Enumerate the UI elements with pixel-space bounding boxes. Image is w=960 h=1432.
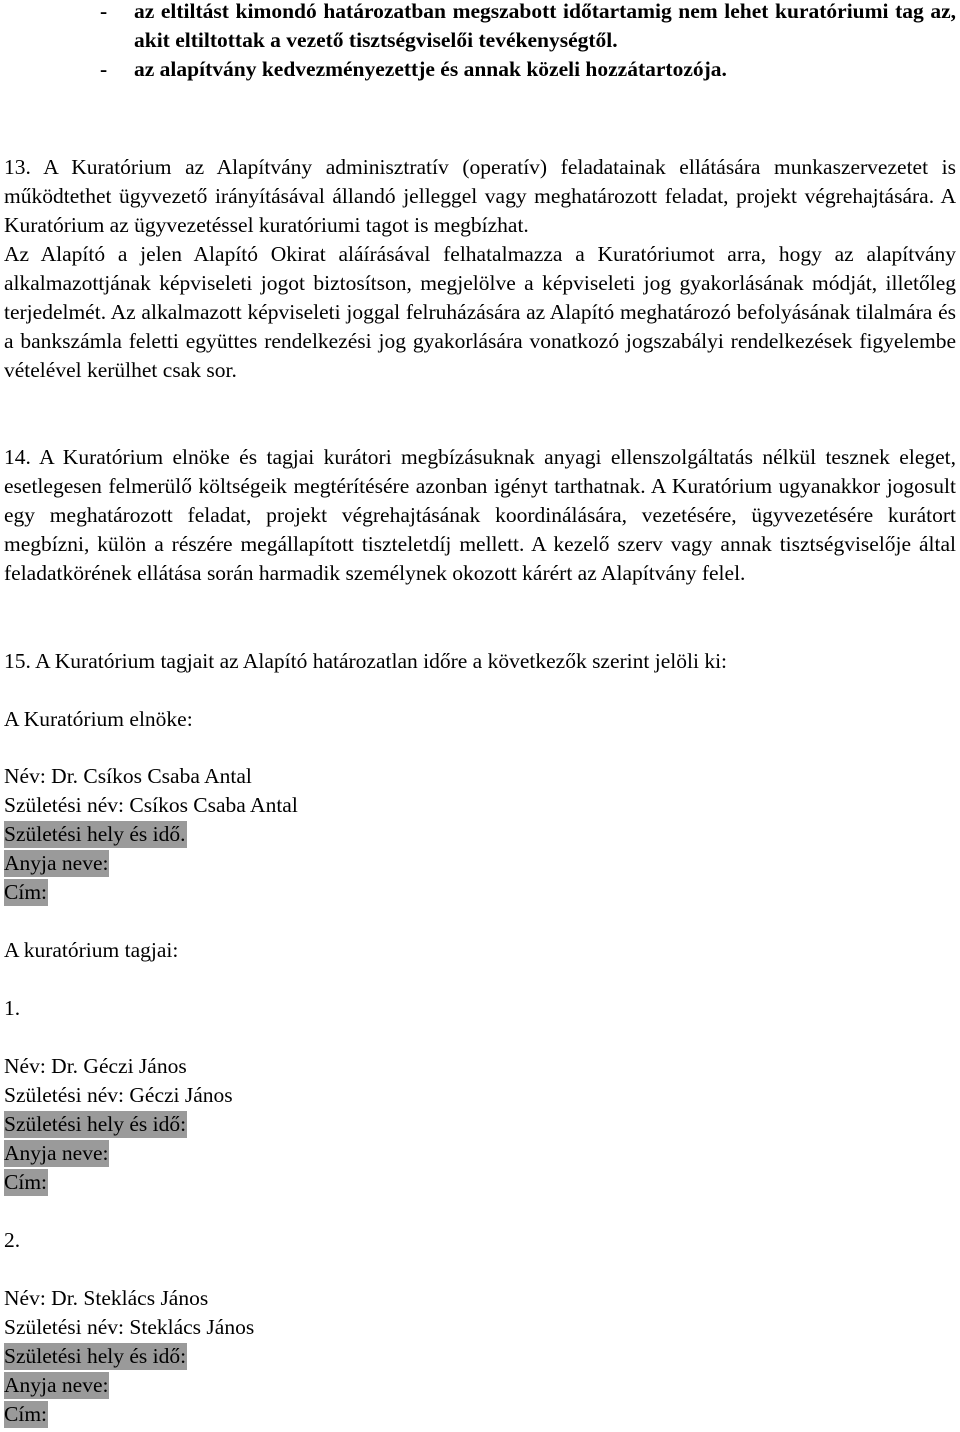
paragraph-14: [4, 443, 956, 588]
member-birth-name: Születési név: Steklács János: [4, 1315, 255, 1339]
member-mother-name: Anyja neve:: [4, 1141, 109, 1165]
bullet-text: az eltiltást kimondó határozatban megszabott időtartamig nem lehet kuratóriumi tag az, akit eltiltottak a vezető tisztségviselői tevékenységtől.: [134, 0, 956, 52]
chair-details: [4, 762, 956, 907]
member-birth-place: Születési hely és idő:: [4, 1112, 187, 1136]
member-1-number: [4, 994, 956, 1023]
chair-heading: [4, 705, 956, 734]
bullet-dash: -: [100, 0, 108, 23]
member-birth-name: Születési név: Géczi János: [4, 1083, 233, 1107]
paragraph-13-part1: 13. A Kuratórium az Alapítvány adminisztratív (operatív) feladatainak ellátására munkaszervezetet is működtethet ügyvezető irányításával állandó jelleggel vagy meghatározott feladat, projekt végrehajtására. A Kuratórium az ügyvezetéssel kuratóriumi tagot is megbízhat.: [4, 155, 956, 237]
member-name: Név: Dr. Steklács János: [4, 1286, 209, 1310]
bullet-dash: -: [100, 57, 108, 81]
member-address: Cím:: [4, 1402, 48, 1426]
member-mother-name: Anyja neve:: [4, 1373, 109, 1397]
bullet-item: [4, 55, 956, 84]
member-number: 2.: [4, 1228, 21, 1252]
members-heading-text: A kuratórium tagjai:: [4, 938, 179, 962]
member-2-number: [4, 1226, 956, 1255]
paragraph-13-part2: Az Alapító a jelen Alapító Okirat aláírásával felhatalmazza a Kuratóriumot arra, hogy az alapítvány alkalmazottjának képviseleti jogot biztosítson, megjelölve a képviseleti jog gyakorlásának módját, illetőleg terjedelmét. Az alkalmazott képviseleti joggal felruházására az Alapító meghatározó befolyásának tilalmára és a bankszámla feletti együttes rendelkezési jog gyakorlására vonatkozó jogszabályi rendelkezések figyelembe vételével kerülhet csak sor.: [4, 242, 956, 382]
member-number: 1.: [4, 996, 21, 1020]
bullet-list: [4, 0, 956, 84]
chair-heading-text: A Kuratórium elnöke:: [4, 707, 193, 731]
paragraph-15-text: 15. A Kuratórium tagjait az Alapító határozatlan időre a következők szerint jelöli ki:: [4, 649, 728, 673]
chair-birth-place: Születési hely és idő.: [4, 822, 186, 846]
chair-address: Cím:: [4, 880, 48, 904]
member-address: Cím:: [4, 1170, 48, 1194]
paragraph-13: [4, 153, 956, 385]
member-2-details: [4, 1284, 956, 1429]
member-1-details: [4, 1052, 956, 1197]
chair-mother-name: Anyja neve:: [4, 851, 109, 875]
member-birth-place: Születési hely és idő:: [4, 1344, 187, 1368]
chair-name: Név: Dr. Csíkos Csaba Antal: [4, 764, 252, 788]
member-name: Név: Dr. Géczi János: [4, 1054, 187, 1078]
members-heading: [4, 936, 956, 965]
paragraph-15: [4, 647, 956, 676]
bullet-text: az alapítvány kedvezményezettje és annak közeli hozzátartozója.: [134, 57, 727, 81]
chair-birth-name: Születési név: Csíkos Csaba Antal: [4, 793, 298, 817]
bullet-item: [4, 0, 956, 55]
paragraph-14-text: 14. A Kuratórium elnöke és tagjai kurátori megbízásuknak anyagi ellenszolgáltatás nélkül tesznek eleget, esetlegesen felmerülő költségeik megtérítésére azonban igényt tarthatnak. A Kuratórium ugyanakkor jogosult egy meghatározott feladat, projekt végrehajtásának koordinálására, vezetésére, ügyvezetésére kurátort megbízni, külön a részére megállapított tiszteletdíj mellett. A kezelő szerv vagy annak tisztségviselője által feladatkörének ellátása során harmadik személynek okozott kárért az Alapítvány felel.: [4, 445, 956, 585]
